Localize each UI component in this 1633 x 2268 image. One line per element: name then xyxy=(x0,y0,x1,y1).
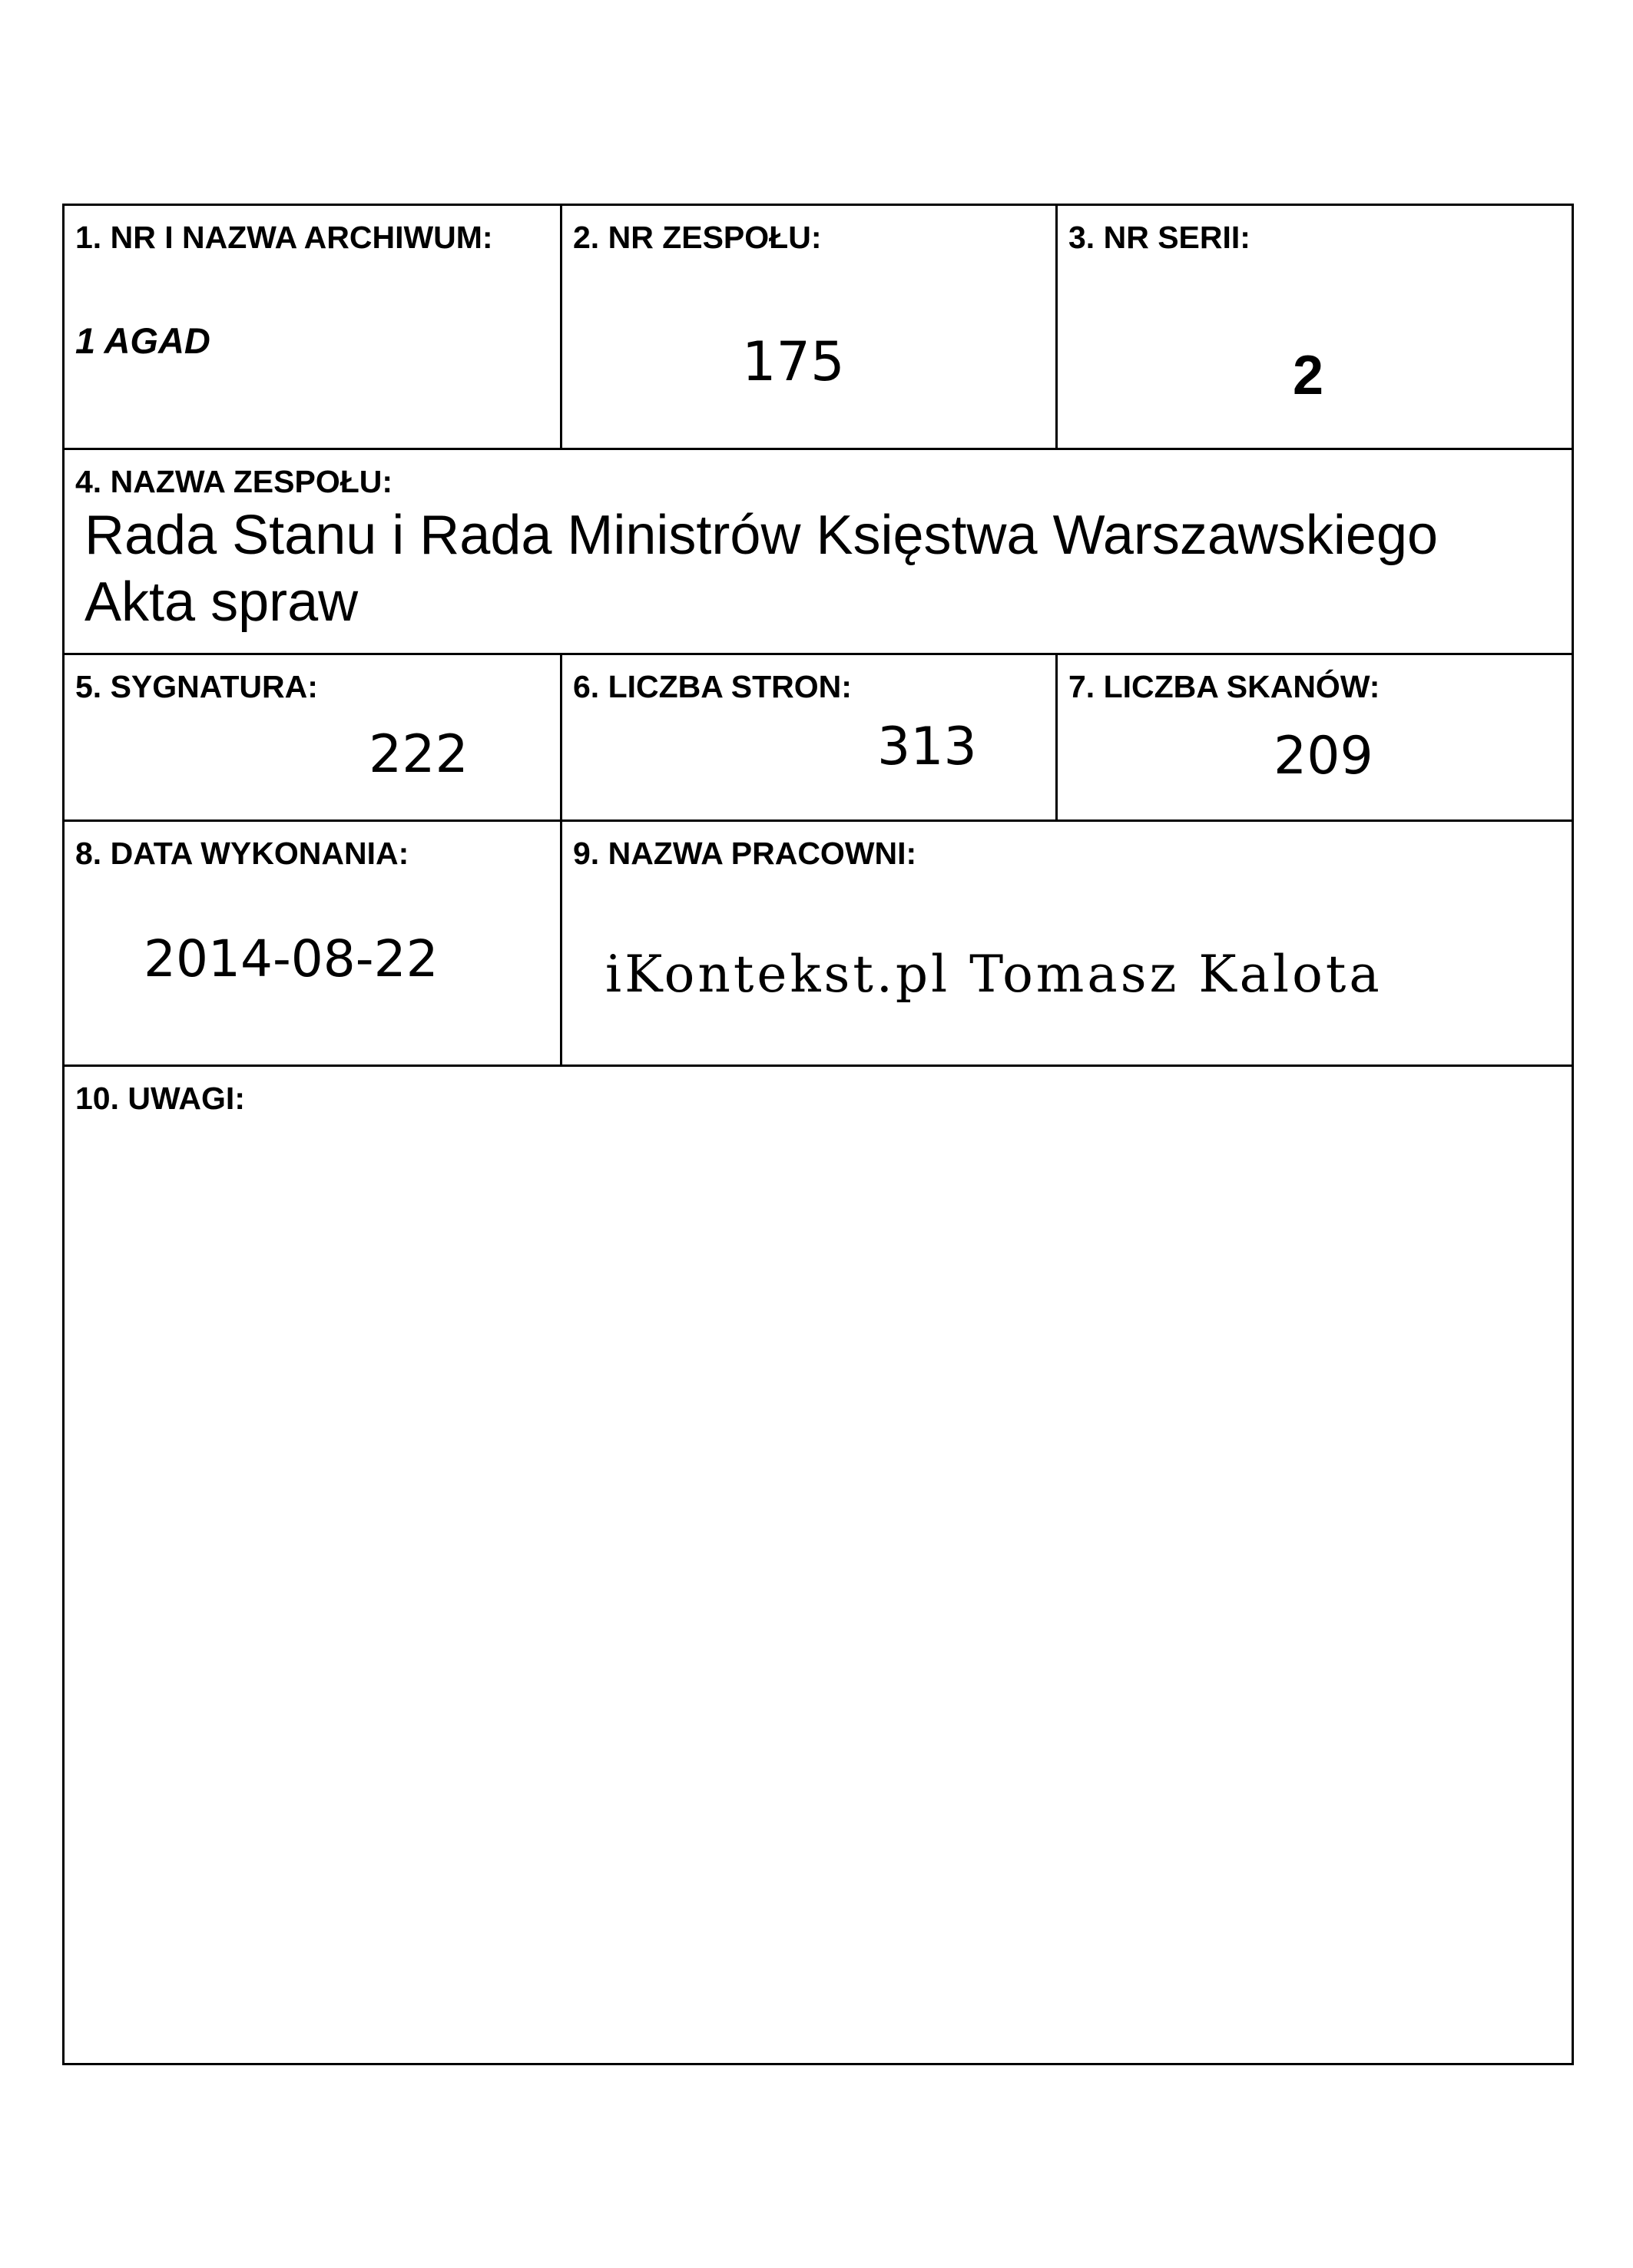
date-cell xyxy=(65,819,562,1067)
fonds-name-line2: Akta spraw xyxy=(84,571,359,633)
signature-label: 5. SYGNATURA: xyxy=(75,669,318,704)
remarks-cell xyxy=(65,1064,1574,2063)
date-label: 8. DATA WYKONANIA: xyxy=(75,836,409,871)
scan-count-label: 7. LICZBA SKANÓW: xyxy=(1068,669,1380,704)
scan-count-value: 209 xyxy=(1274,726,1373,786)
workshop-cell xyxy=(560,819,1574,1067)
fonds-number-value: 175 xyxy=(742,330,845,393)
archive-value: 1 AGAD xyxy=(75,320,210,361)
workshop-value: iKontekst.pl Tomasz Kalota xyxy=(605,945,1383,1004)
signature-value: 222 xyxy=(369,724,469,785)
series-number-value: 2 xyxy=(1293,345,1324,406)
page-count-cell xyxy=(560,653,1058,822)
scan-count-cell xyxy=(1055,653,1574,822)
series-number-cell xyxy=(1055,206,1574,450)
page-count-value: 313 xyxy=(877,717,977,777)
fonds-name-cell xyxy=(65,448,1574,655)
workshop-label: 9. NAZWA PRACOWNI: xyxy=(573,836,917,871)
archive-metadata-form xyxy=(62,204,1574,2065)
fonds-name-label: 4. NAZWA ZESPOŁU: xyxy=(75,464,393,499)
archive-cell xyxy=(65,206,562,450)
fonds-number-cell xyxy=(560,206,1058,450)
signature-cell xyxy=(65,653,562,822)
fonds-name-line1: Rada Stanu i Rada Ministrów Księstwa Warszawskiego xyxy=(84,505,1439,566)
archive-label: 1. NR I NAZWA ARCHIWUM: xyxy=(75,220,493,255)
date-value: 2014-08-22 xyxy=(144,929,439,988)
fonds-number-label: 2. NR ZESPOŁU: xyxy=(573,220,822,255)
series-number-label: 3. NR SERII: xyxy=(1068,220,1250,255)
page-count-label: 6. LICZBA STRON: xyxy=(573,669,852,704)
remarks-label: 10. UWAGI: xyxy=(75,1081,245,1116)
